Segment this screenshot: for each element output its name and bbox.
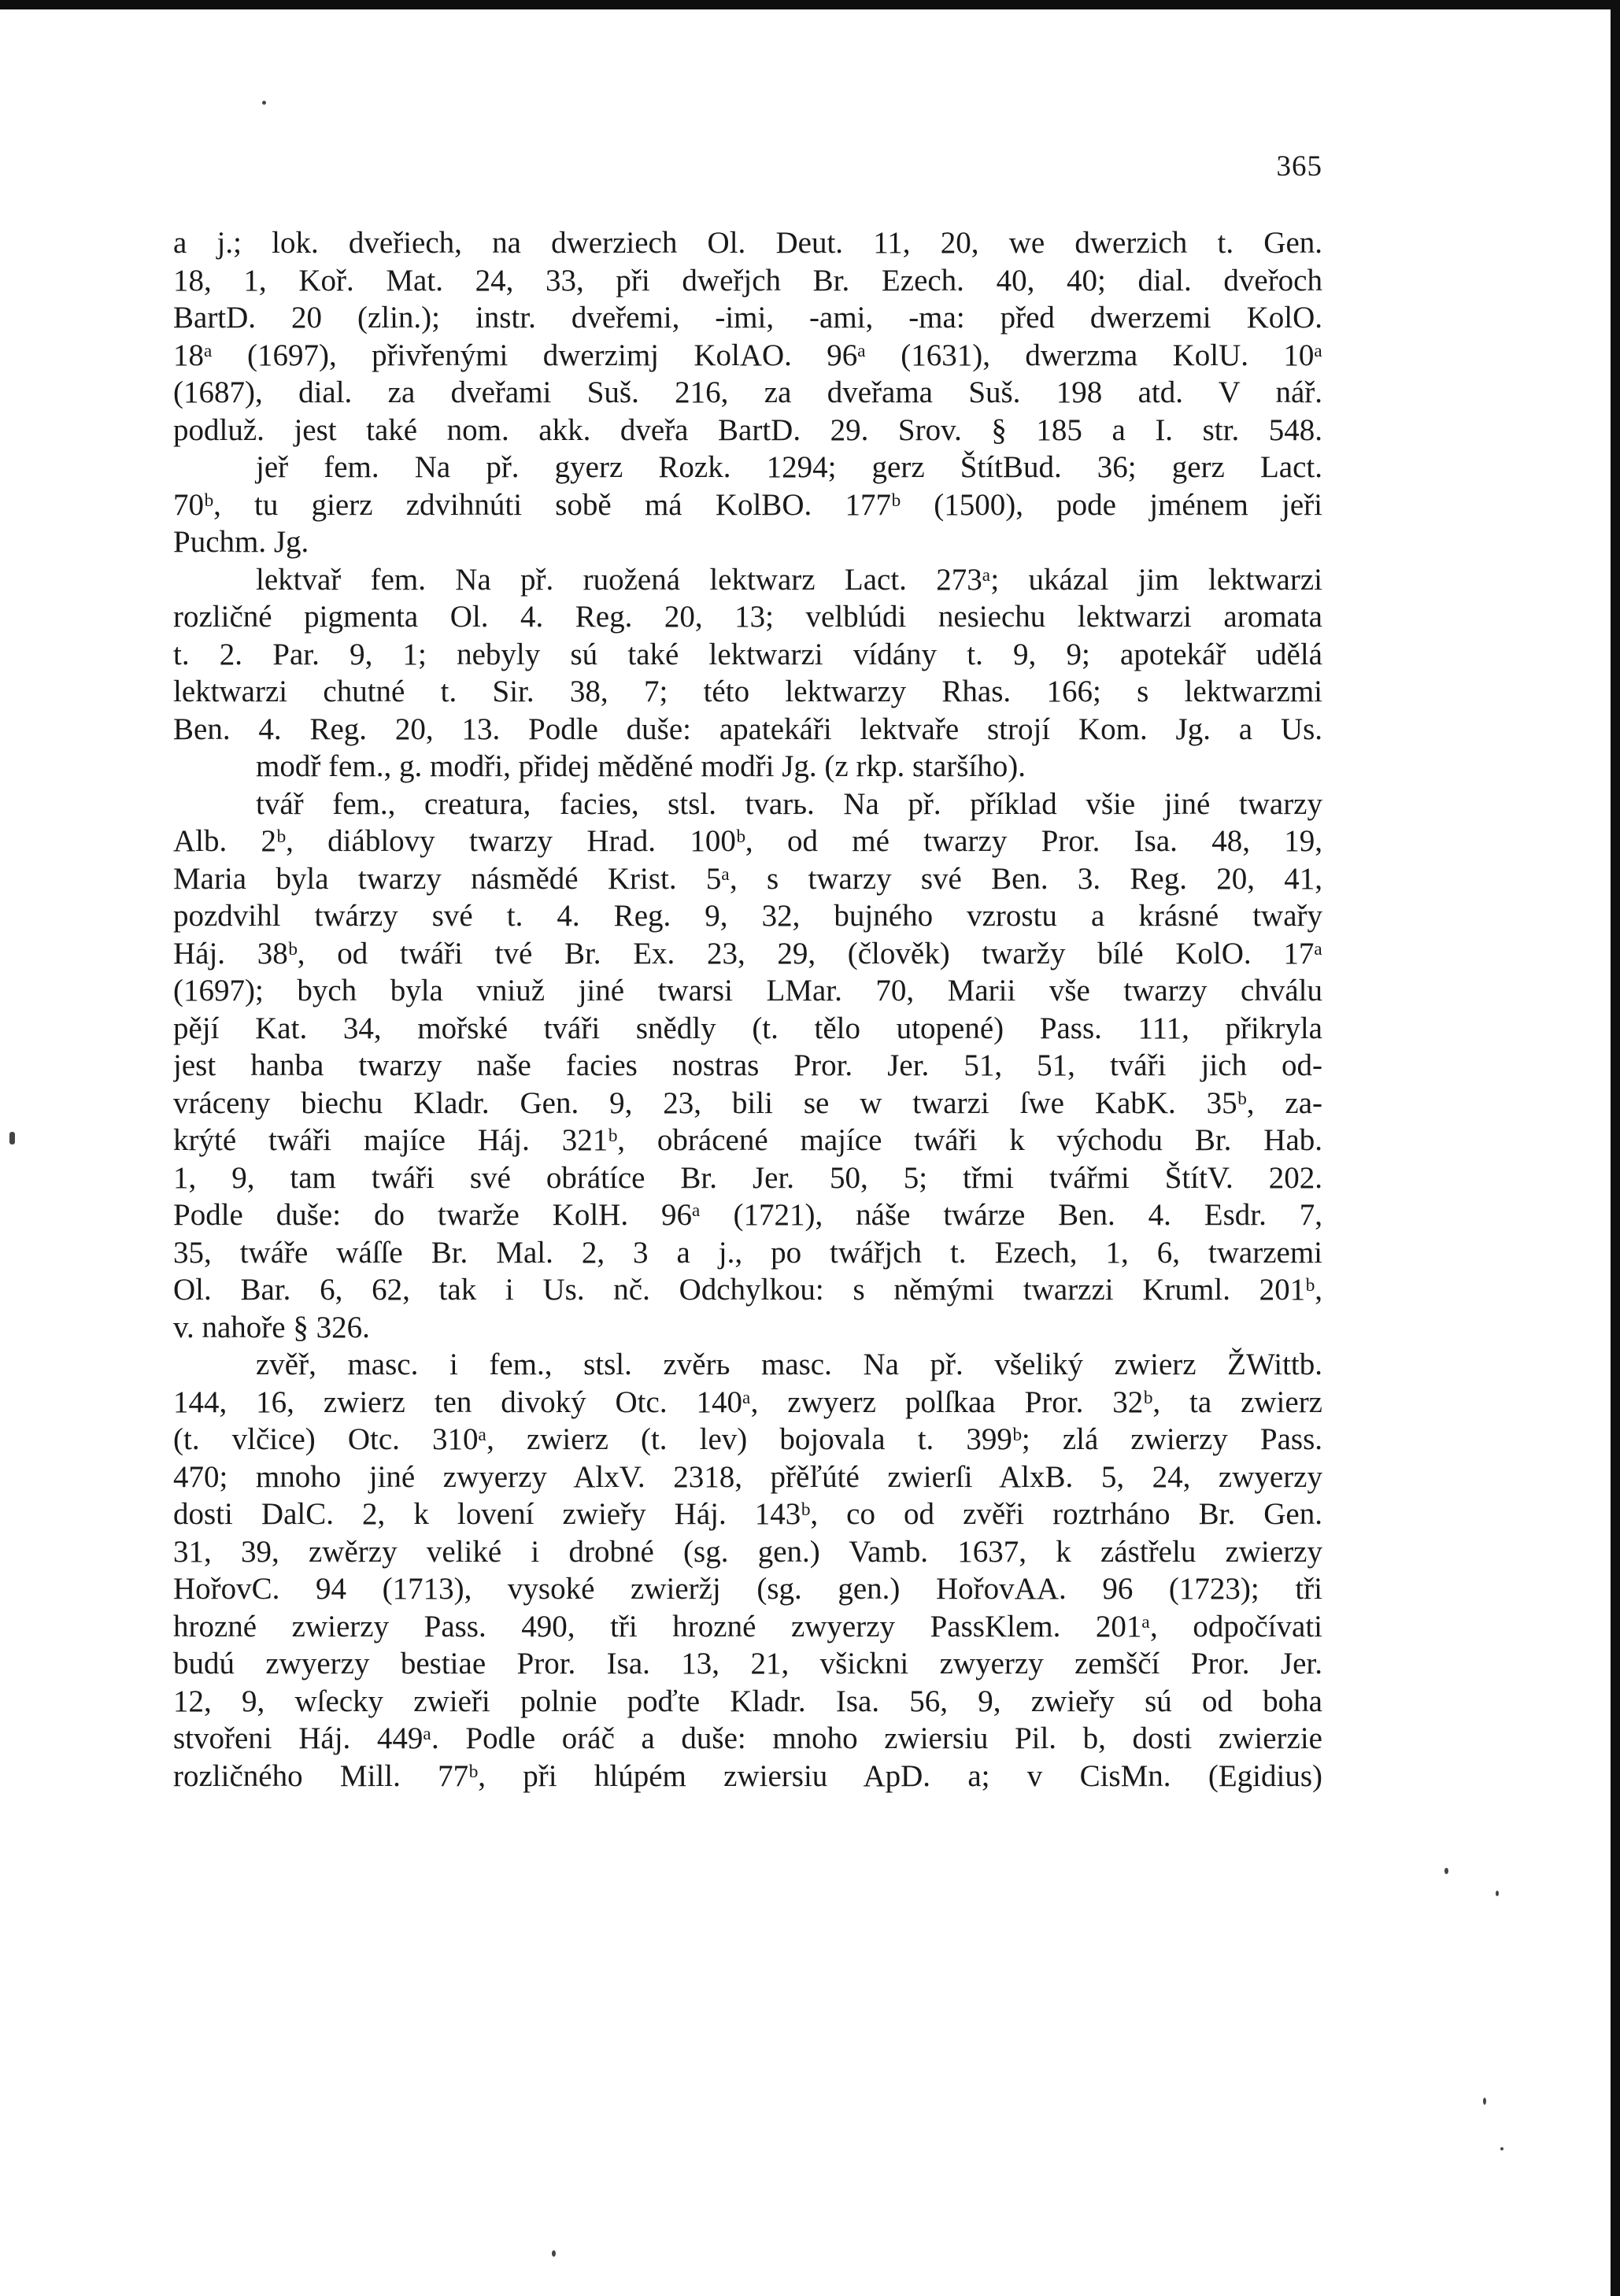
text-line: BartD. 20 (zlin.); instr. dveřemi, -imi, -ami, -ma: před dwerzemi KolO. [173, 301, 1322, 335]
text-line: lektwarzi chutné t. Sir. 38, 7; této lektwarzy Rhas. 166; s lektwarzmi [173, 675, 1322, 708]
scan-speck [262, 101, 266, 105]
text-line: pozdvihl twárzy své t. 4. Reg. 9, 32, bujného vzrostu a krásné twařy [173, 899, 1322, 933]
text-line: hrozné zwierzy Pass. 490, tři hrozné zwyerzy PassKlem. 201ᵃ, odpočívati [173, 1609, 1322, 1643]
entry-jer-line: jeř fem. Na př. gyerz Rozk. 1294; gerz ŠtítBud. 36; gerz Lact. [256, 450, 1322, 484]
text-line: (1687), dial. za dveřami Suš. 216, za dveřama Suš. 198 atd. V nář. [173, 375, 1322, 409]
text-line: rozličného Mill. 77ᵇ, při hlúpém zwiersiu ApD. a; v CisMn. (Egidius) [173, 1758, 1322, 1793]
text-line: 144, 16, zwierz ten divoký Otc. 140ᵃ, zwyerz polſkaa Pror. 32ᵇ, ta zwierz [173, 1385, 1322, 1419]
text-line: pějí Kat. 34, mořské tváři snědly (t. tělo utopené) Pass. 111, přikryla [173, 1011, 1322, 1045]
text-line: t. 2. Par. 9, 1; nebyly sú také lektwarzi vídány t. 9, 9; apotekář udělá [173, 637, 1322, 671]
text-line: 470; mnoho jiné zwyerzy AlxV. 2318, přěľúté zwierſi AlxB. 5, 24, zwyerzy [173, 1459, 1322, 1494]
text-line: Háj. 38ᵇ, od twáři tvé Br. Ex. 23, 29, (člověk) twaržy bílé KolO. 17ᵃ [173, 936, 1322, 971]
text-line: rozličné pigmenta Ol. 4. Reg. 20, 13; velblúdi nesiechu lektwarzi aromata [173, 600, 1322, 634]
text-line: budú zwyerzy bestiae Pror. Isa. 13, 21, všickni zwyerzy zemščí Pror. Jer. [173, 1647, 1322, 1680]
text-line: stvořeni Háj. 449ᵃ. Podle oráč a duše: mnoho zwiersiu Pil. b, dosti zwierzie [173, 1721, 1322, 1755]
text-line: Alb. 2ᵇ, diáblovy twarzy Hrad. 100ᵇ, od mé twarzy Pror. Isa. 48, 19, [173, 824, 1322, 858]
text-line: 31, 39, zwěrzy veliké i drobné (sg. gen.) Vamb. 1637, k zástřelu zwierzy [173, 1534, 1322, 1569]
entry-lektvar-line: lektvař fem. Na př. ruožená lektwarz Lact. 273ᵃ; ukázal jim lektwarzi [256, 562, 1322, 597]
page-number: 365 [1276, 150, 1322, 183]
text-line: (t. vlčice) Otc. 310ᵃ, zwierz (t. lev) bojovala t. 399ᵇ; zlá zwierzy Pass. [173, 1422, 1322, 1456]
text-line: a j.; lok. dveřiech, na dwerziech Ol. Deut. 11, 20, we dwerzich t. Gen. [173, 226, 1322, 260]
text-line: 18ᵃ (1697), přivřenými dwerzimj KolAO. 96ᵃ (1631), dwerzma KolU. 10ᵃ [173, 338, 1322, 372]
text-line: Ol. Bar. 6, 62, tak i Us. nč. Odchylkou: s němými twarzzi Kruml. 201ᵇ, [173, 1273, 1322, 1307]
text-line: jest hanba twarzy naše facies nostras Pror. Jer. 51, 51, tváři jich od- [173, 1048, 1322, 1082]
scan-speck [1444, 1868, 1448, 1874]
text-line: 12, 9, wſecky zwieři polnie poďte Kladr. Isa. 56, 9, zwieřy sú od boha [173, 1684, 1322, 1718]
scan-frame-right [1611, 0, 1620, 2296]
scan-speck [1500, 2147, 1503, 2150]
text-line: Puchm. Jg. [173, 525, 309, 559]
text-line: (1697); bych byla vniuž jiné twarsi LMar. 70, Marii vše twarzy chválu [173, 974, 1322, 1008]
text-line: podluž. jest také nom. akk. dveřa BartD. 29. Srov. § 185 a I. str. 548. [173, 412, 1322, 447]
text-line: Podle duše: do twarže KolH. 96ᵃ (1721), náše twárze Ben. 4. Esdr. 7, [173, 1198, 1322, 1232]
entry-tvar-line: tvář fem., creatura, facies, stsl. tvarь. Na př. příklad všie jiné twarzy [256, 786, 1322, 821]
text-line: 35, twáře wáſſe Br. Mal. 2, 3 a j., po twářjch t. Ezech, 1, 6, twarzemi [173, 1235, 1322, 1270]
text-line: vráceny biechu Kladr. Gen. 9, 23, bili se w twarzi ſwe KabK. 35ᵇ, za- [173, 1085, 1322, 1120]
text-line: HořovC. 94 (1713), vysoké zwieržj (sg. gen.) HořovAA. 96 (1723); tři [173, 1572, 1322, 1606]
text-line: 18, 1, Koř. Mat. 24, 33, při dweřjch Br. Ezech. 40, 40; dial. dveřoch [173, 263, 1322, 298]
text-line: v. nahoře § 326. [173, 1310, 370, 1344]
entry-modr-line: modř fem., g. modři, přidej měděné modři Jg. (z rkp. staršího). [256, 749, 1026, 783]
text-line: Ben. 4. Reg. 20, 13. Podle duše: apatekáři lektvaře strojí Kom. Jg. a Us. [173, 712, 1322, 746]
scan-speck [1483, 2098, 1486, 2105]
scan-frame-top [0, 0, 1620, 9]
text-line: 1, 9, tam twáři své obrátíce Br. Jer. 50, 5; třmi tvářmi ŠtítV. 202. [173, 1160, 1322, 1195]
scan-speck [552, 2250, 556, 2257]
text-line: 70ᵇ, tu gierz zdvihnúti sobě má KolBO. 177ᵇ (1500), pode jménem jeři [173, 487, 1322, 522]
scan-speck [9, 1132, 15, 1144]
entry-zver-line: zvěř, masc. i fem., stsl. zvěrь masc. Na př. všeliký zwierz ŽWittb. [256, 1348, 1322, 1381]
scan-speck [1496, 1891, 1499, 1896]
text-line: Maria byla twarzy násmědé Krist. 5ᵃ, s twarzy své Ben. 3. Reg. 20, 41, [173, 861, 1322, 896]
text-line: krýté twáři majíce Háj. 321ᵇ, obrácené majíce twáři k východu Br. Hab. [173, 1123, 1322, 1157]
dictionary-text-block [173, 224, 1322, 1795]
text-line: dosti DalC. 2, k lovení zwieřy Háj. 143ᵇ, co od zvěři roztrháno Br. Gen. [173, 1497, 1322, 1531]
